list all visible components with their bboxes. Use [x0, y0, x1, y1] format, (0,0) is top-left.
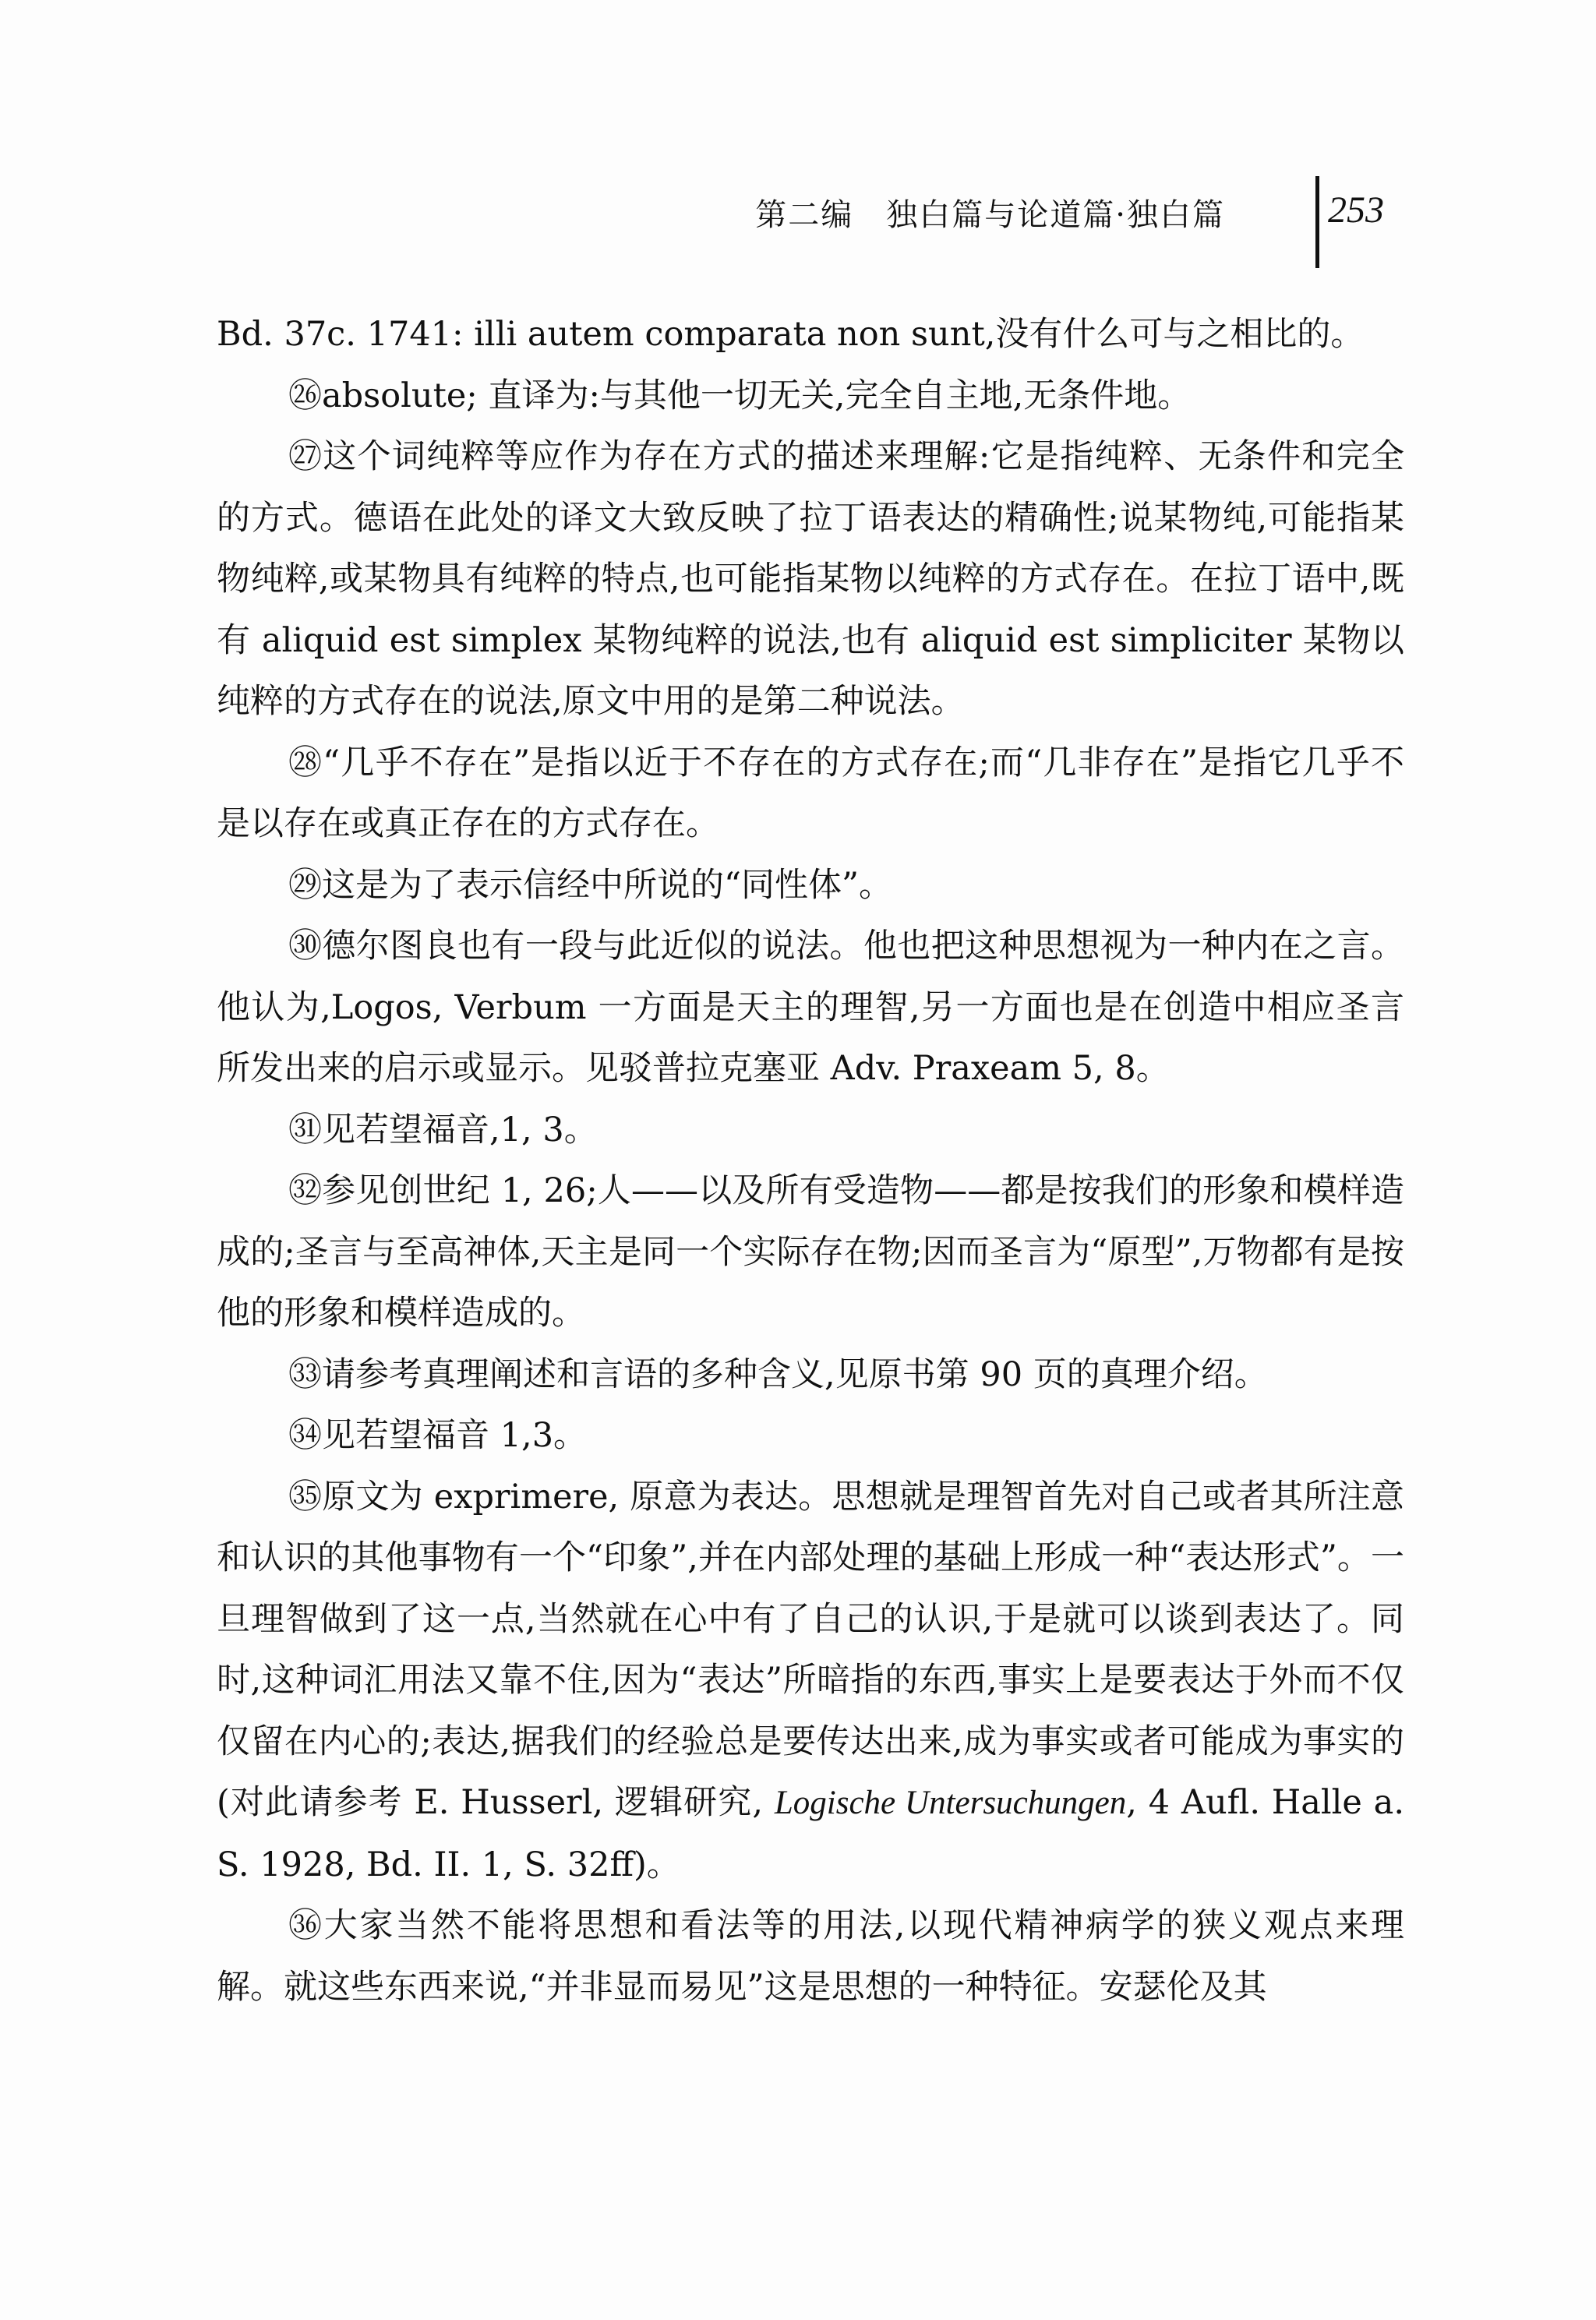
footnote-32: ㉜参见创世纪 1, 26;人——以及所有受造物——都是按我们的形象和模样造成的;圣言与至高神体,天主是同一个实际存在物;因而圣言为“原型”,万物都有是按他的形象和模样造成的。 — [217, 1171, 1404, 1333]
footnote-continuation: Bd. 37c. 1741: illi autem comparata non sunt,没有什么可与之相比的。 — [217, 315, 1365, 354]
book-title-italic: Logische Untersuchungen — [774, 1785, 1127, 1821]
footnote-36: ㊱大家当然不能将思想和看法等的用法,以现代精神病学的狭义观点来理解。就这些东西来说,“并非显而易见”这是思想的一种特征。安瑟伦及其 — [217, 1906, 1404, 2007]
page-number: 253 — [1328, 189, 1384, 231]
footnote-26: ㉖absolute; 直译为:与其他一切无关,完全自主地,无条件地。 — [288, 376, 1192, 415]
footnote-35 — [217, 1467, 1404, 1896]
footnote-27: ㉗这个词纯粹等应作为存在方式的描述来理解:它是指纯粹、无条件和完全的方式。德语在此处的译文大致反映了拉丁语表达的精确性;说某物纯,可能指某物纯粹,或某物具有纯粹的特点,也可能指某物以纯粹的方式存在。在拉丁语中,既有 aliquid est simplex 某物纯粹的说法,也有 aliquid est simpliciter 某物以纯粹的方式存在的说法,原文中用的是第二种说法。 — [217, 437, 1404, 721]
footnotes-body — [217, 304, 1404, 2018]
header-title: 第二编 独白篇与论道篇·独白篇 — [755, 197, 1225, 233]
header-divider — [1315, 176, 1319, 268]
footnote-30: ㉚德尔图良也有一段与此近似的说法。他也把这种思想视为一种内在之言。他认为,Logos, Verbum 一方面是天主的理智,另一方面也是在创造中相应圣言所发出来的启示或显示。见驳普拉克塞亚 Adv. Praxeam 5, 8。 — [217, 927, 1404, 1088]
running-header — [701, 187, 1387, 249]
footnote-29: ㉙这是为了表示信经中所说的“同性体”。 — [288, 865, 892, 905]
footnote-35-text-before: ㉟原文为 exprimere, 原意为表达。思想就是理智首先对自己或者其所注意和认识的其他事物有一个“印象”,并在内部处理的基础上形成一种“表达形式”。一旦理智做到了这一点,当然就在心中有了自己的认识,于是就可以谈到表达了。同时,这种词汇用法又靠不住,因为“表达”所暗指的东西,事实上是要表达于外而不仅仅留在内心的;表达,据我们的经验总是要传达出来,成为事实或者可能成为事实的(对此请参考 E. Husserl, 逻辑研究, — [217, 1477, 1404, 1822]
footnote-34: ㉞见若望福音 1,3。 — [288, 1416, 588, 1455]
footnote-28: ㉘“几乎不存在”是指以近于不存在的方式存在;而“几非存在”是指它几乎不是以存在或真正存在的方式存在。 — [217, 743, 1404, 843]
footnote-35-text-after: , 4 Aufl. Halle a. S. 1928, Bd. II. 1, S. 32ff)。 — [217, 1783, 1404, 1884]
footnote-33: ㉝请参考真理阐述和言语的多种含义,见原书第 90 页的真理介绍。 — [288, 1354, 1268, 1394]
footnote-31: ㉛见若望福音,1, 3。 — [288, 1110, 598, 1149]
